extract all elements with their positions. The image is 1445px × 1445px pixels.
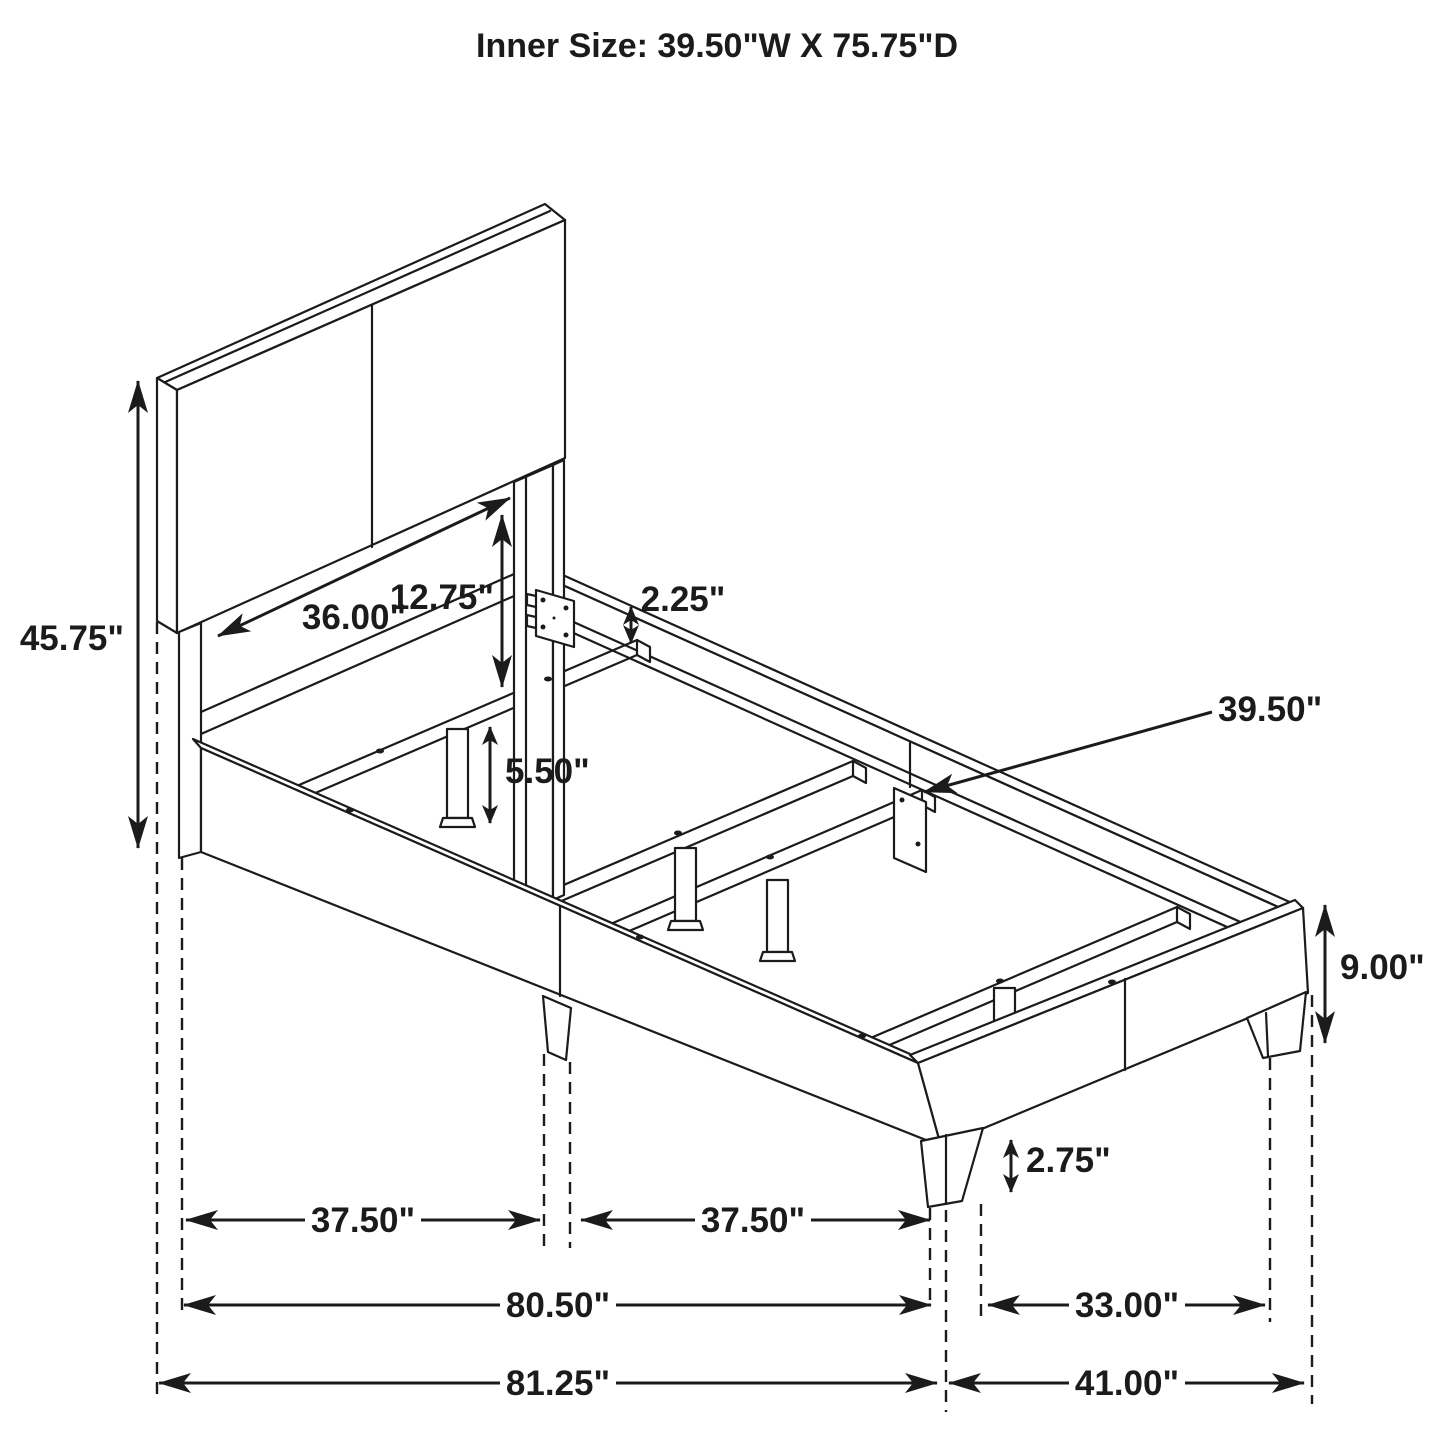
rail-joint-bracket [894,788,926,872]
center-leg [440,729,475,827]
dimension-label: 81.25" [505,1364,611,1403]
headboard-right-leg [514,465,553,907]
dimension-rail-section-1 [186,1201,540,1240]
dimension-label: 39.50" [1218,690,1323,729]
center-leg [668,848,703,930]
back-side-rail [538,567,1303,958]
dimension-foot-section [988,1286,1265,1325]
dimension-slat-length [924,690,1322,792]
dimension-label: 2.25" [640,580,726,619]
dimension-overall-length [159,1364,937,1403]
dimension-label: 80.50" [505,1286,611,1325]
dimension-label: 33.00" [1074,1286,1180,1325]
dimension-panel-to-rail [390,515,502,687]
dimension-frame-length [184,1286,931,1325]
dimension-rail-section-2 [581,1201,930,1240]
dimension-headboard-height [20,381,138,848]
dimension-label: 5.50" [505,752,590,791]
dimension-rail-height [1325,905,1425,1043]
dimension-label: 37.50" [310,1201,416,1240]
center-leg [760,880,795,961]
front-side-rail [193,739,941,1146]
dimension-label: 41.00" [1074,1364,1180,1403]
dimension-label: 37.50" [700,1201,806,1240]
dimension-label: 2.75" [1026,1141,1111,1180]
dimension-foot-leg-height [1011,1140,1111,1192]
slat [292,640,650,803]
diagram-title: Inner Size: 39.50"W X 75.75"D [476,27,958,65]
dimension-foot-span [949,1364,1304,1403]
dimension-label: 45.75" [19,619,124,658]
dimension-label: 36.00" [301,598,407,637]
front-foot-leg [921,1128,983,1207]
front-center-foot [543,996,571,1060]
dimension-label: 9.00" [1340,948,1425,987]
dimension-label: 12.75" [389,578,494,617]
